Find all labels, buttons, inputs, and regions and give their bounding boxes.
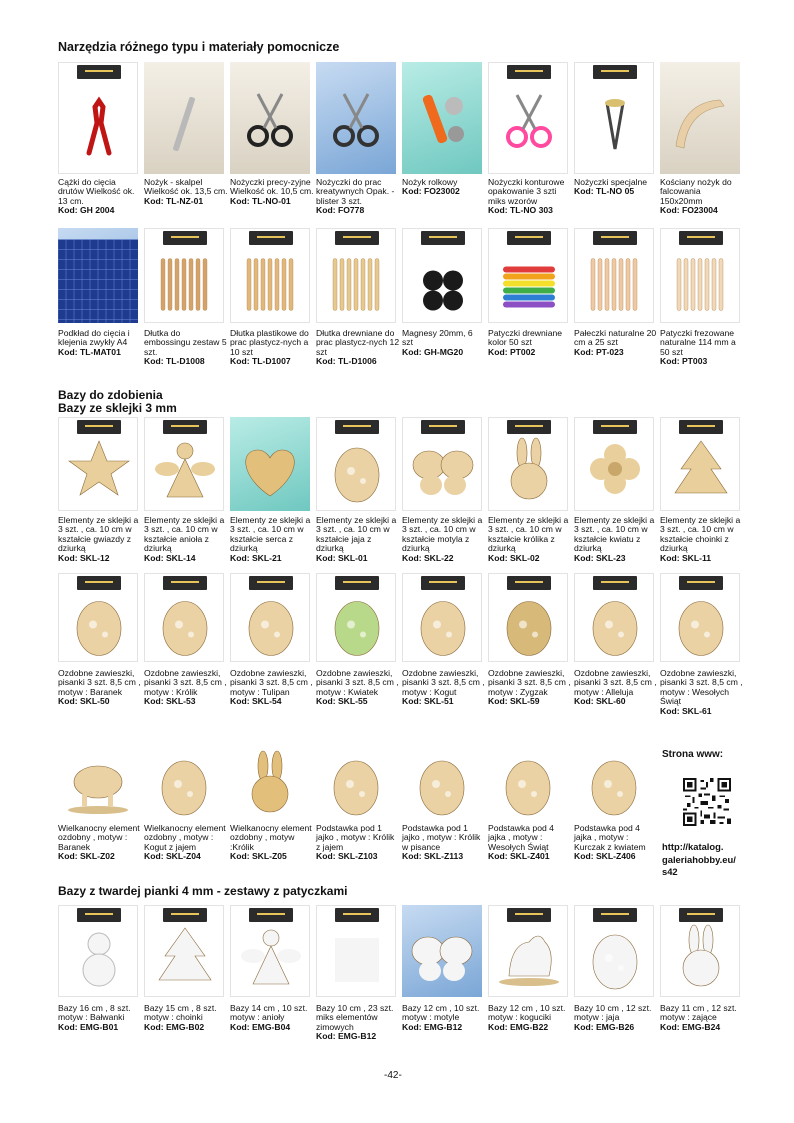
product-name: Kościany nożyk do falcowania 150x20mm	[660, 177, 732, 206]
product-caption	[144, 824, 228, 862]
egg-stand-rabbit-icon	[316, 735, 396, 821]
product-name: Ozdobne zawieszki, pisanki 3 szt. 8,5 cm , motyw : Kogut	[402, 668, 485, 697]
product-name: Podstawka pod 4 jajka , motyw : Kurczak z kwiatem	[574, 823, 646, 852]
product-name: Ozdobne zawieszki, pisanki 3 szt. 8,5 cm , motyw : Alleluja	[574, 668, 657, 697]
product-caption	[660, 516, 744, 563]
product-code: Kod: EMG-B24	[660, 1021, 721, 1032]
package-header-card	[679, 420, 723, 434]
package-header-card	[679, 908, 723, 922]
product-image	[488, 62, 568, 174]
product-name: Ozdobne zawieszki, pisanki 3 szt. 8,5 cm , motyw : Wesołych Świąt	[660, 668, 743, 707]
product-image	[316, 228, 396, 323]
egg-stand-icon	[402, 735, 482, 821]
product-image	[402, 62, 482, 174]
section-heading-foam: Bazy z twardej pianki 4 mm - zestawy z patyczkami	[58, 884, 348, 898]
product-code: Kod: SKL-54	[230, 696, 282, 707]
product-name: Bazy 12 cm , 10 szt. motyw : koguciki	[488, 1003, 566, 1023]
product-name: Podstawka pod 1 jajko , motyw : Królik w pisance	[402, 823, 481, 852]
product-caption	[660, 1004, 744, 1032]
product-image	[574, 62, 654, 174]
package-header-card	[77, 576, 121, 590]
product-code: Kod: SKL-Z02	[58, 851, 115, 862]
egg-stand-chick-icon	[574, 735, 654, 821]
product-image	[488, 228, 568, 323]
product-name: Podstawka pod 4 jajka , motyw : Wesołych Świąt	[488, 823, 554, 852]
product-name: Ozdobne zawieszki, pisanki 3 szt. 8,5 cm , motyw : Baranek	[58, 668, 141, 697]
product-name: Elementy ze sklejki a 3 szt. , ca. 10 cm w kształcie choinki z dziurką	[660, 515, 741, 554]
product-caption	[574, 669, 658, 707]
product-caption	[58, 824, 142, 862]
product-image	[58, 62, 138, 174]
product-image	[316, 417, 396, 511]
product-name: Wielkanocny element ozdobny , motyw :Królik	[230, 823, 312, 852]
product-image	[316, 573, 396, 662]
product-caption	[58, 1004, 142, 1032]
package-header-card	[507, 65, 551, 79]
product-caption	[660, 669, 744, 716]
package-header-card	[77, 420, 121, 434]
product-code: Kod: TL-NO-01	[230, 195, 291, 206]
scalpel-icon	[144, 62, 224, 174]
product-name: Bazy 14 cm , 10 szt. motyw : anioły	[230, 1003, 308, 1023]
product-image	[488, 735, 568, 821]
product-code: Kod: SKL-55	[316, 696, 368, 707]
product-caption	[488, 178, 572, 216]
product-name: Pałeczki naturalne 20 cm a 25 szt	[574, 328, 657, 348]
page-number: -42-	[384, 1070, 402, 1081]
product-code: Kod: FO23002	[402, 186, 460, 197]
package-header-card	[249, 231, 293, 245]
product-code: Kod: SKL-23	[574, 552, 626, 563]
product-caption	[488, 516, 572, 563]
product-code: Kod: PT-023	[574, 346, 624, 357]
package-header-card	[421, 576, 465, 590]
product-name: Ozdobne zawieszki, pisanki 3 szt. 8,5 cm , motyw : Zygzak	[488, 668, 571, 697]
product-image	[144, 735, 224, 821]
product-code: Kod: EMG-B01	[58, 1021, 119, 1032]
thread-snips-icon	[575, 63, 654, 174]
package-header-card	[77, 65, 121, 79]
product-code: Kod: PT003	[660, 356, 708, 367]
product-caption	[144, 669, 228, 707]
product-name: Ozdobne zawieszki, pisanki 3 szt. 8,5 cm , motyw : Królik	[144, 668, 227, 697]
product-name: Elementy ze sklejki a 3 szt. , ca. 10 cm w kształcie anioła z dziurką	[144, 515, 225, 554]
product-image	[660, 573, 740, 662]
product-image	[58, 228, 138, 323]
package-header-card	[163, 420, 207, 434]
product-caption	[58, 669, 142, 707]
website-url-link[interactable]: http://katalog. galeriahobby.eu/ s42	[662, 841, 736, 878]
product-code: Kod: SKL-Z04	[144, 851, 201, 862]
product-name: Nożyczki do prac kreatywnych Opak. - blister 3 szt.	[316, 177, 395, 206]
product-name: Dłutka plastikowe do prac plastycz-nych a 10 szt	[230, 328, 309, 357]
product-image	[316, 735, 396, 821]
package-header-card	[163, 908, 207, 922]
product-code: Kod: SKL-Z113	[402, 851, 464, 862]
product-code: Kod: FO778	[316, 205, 365, 216]
product-image	[488, 573, 568, 662]
product-code: Kod: SKL-11	[660, 552, 712, 563]
product-name: Dłutka do embossingu zestaw 5 szt.	[144, 328, 227, 357]
rooster-egg-icon	[144, 735, 224, 821]
product-caption	[144, 329, 228, 367]
product-code: Kod: TL-MAT01	[58, 346, 121, 357]
product-code: Kod: TL-NO 05	[574, 186, 635, 197]
product-code: Kod: SKL-21	[230, 552, 282, 563]
product-code: Kod: PT002	[488, 346, 536, 357]
product-image	[230, 735, 310, 821]
product-caption	[574, 824, 658, 862]
product-code: Kod: EMG-B04	[230, 1021, 291, 1032]
product-name: Elementy ze sklejki a 3 szt. , ca. 10 cm w kształcie kwiatu z dziurką	[574, 515, 655, 554]
product-code: Kod: SKL-51	[402, 696, 454, 707]
product-image	[402, 417, 482, 511]
butterfly-foam-icon	[402, 905, 482, 997]
product-code: Kod: SKL-59	[488, 696, 540, 707]
website-label: Strona www:	[662, 749, 724, 760]
heart-icon	[230, 417, 310, 511]
package-header-card	[507, 908, 551, 922]
bone-folder-icon	[660, 62, 740, 174]
product-caption	[230, 516, 314, 563]
product-name: Cążki do cięcia drutów Wielkość ok. 13 cm.	[58, 177, 135, 206]
product-code: Kod: SKL-01	[316, 552, 368, 563]
product-code: Kod: SKL-53	[144, 696, 196, 707]
product-caption	[402, 178, 486, 197]
product-image	[230, 228, 310, 323]
product-code: Kod: SKL-60	[574, 696, 626, 707]
product-name: Nożyczki precy-zyjne Wielkość ok. 10,5 cm.	[230, 177, 314, 197]
product-code: Kod: SKL-61	[660, 705, 712, 716]
package-header-card	[679, 576, 723, 590]
product-name: Bazy 10 cm , 12 szt. motyw : jaja	[574, 1003, 652, 1023]
scissors-icon	[230, 62, 310, 174]
product-caption	[316, 178, 400, 216]
product-code: Kod: SKL-14	[144, 552, 196, 563]
product-image	[144, 62, 224, 174]
product-caption	[144, 516, 228, 563]
product-name: Nożyk rolkowy	[402, 177, 458, 187]
product-code: Kod: EMG-B12	[402, 1021, 463, 1032]
product-name: Nożyk - skalpel Wielkość ok. 13,5 cm.	[144, 177, 228, 197]
product-name: Ozdobne zawieszki, pisanki 3 szt. 8,5 cm , motyw : Kwiatek	[316, 668, 399, 697]
product-name: Wielkanocny element ozdobny , motyw : Kogut z jajem	[144, 823, 226, 852]
product-code: Kod: TL-D1007	[230, 356, 291, 367]
product-image	[488, 905, 568, 997]
product-name: Bazy 11 cm , 12 szt. motyw : zające	[660, 1003, 737, 1023]
pliers-icon	[59, 63, 138, 174]
product-caption	[316, 1004, 400, 1042]
product-code: Kod: SKL-Z103	[316, 851, 378, 862]
product-name: Podkład do cięcia i klejenia zwykły A4	[58, 328, 130, 348]
package-header-card	[421, 231, 465, 245]
product-caption	[316, 669, 400, 707]
product-image	[58, 417, 138, 511]
product-image	[660, 228, 740, 323]
package-header-card	[593, 231, 637, 245]
product-name: Bazy 12 cm , 10 szt. motyw : motyle	[402, 1003, 480, 1023]
product-caption	[660, 329, 744, 367]
product-caption	[574, 329, 658, 357]
product-code: Kod: FO23004	[660, 205, 718, 216]
package-header-card	[507, 231, 551, 245]
package-header-card	[163, 576, 207, 590]
product-code: Kod: GH-MG20	[402, 346, 464, 357]
product-caption	[402, 824, 486, 862]
product-code: Kod: EMG-B26	[574, 1021, 635, 1032]
product-image	[316, 905, 396, 997]
product-code: Kod: SKL-12	[58, 552, 110, 563]
product-name: Bazy 16 cm , 8 szt. motyw : Bałwanki	[58, 1003, 131, 1023]
product-caption	[402, 329, 486, 357]
product-image	[144, 905, 224, 997]
rabbit-icon	[230, 735, 310, 821]
product-image	[58, 573, 138, 662]
product-code: Kod: GH 2004	[58, 205, 115, 216]
section-heading-tools: Narzędzia różnego typu i materiały pomocnicze	[58, 40, 340, 54]
package-header-card	[249, 576, 293, 590]
product-image	[144, 417, 224, 511]
product-image	[144, 228, 224, 323]
product-caption	[144, 1004, 228, 1032]
product-name: Bazy 15 cm , 8 szt. motyw : choinki	[144, 1003, 217, 1023]
product-name: Ozdobne zawieszki, pisanki 3 szt. 8,5 cm , motyw : Tulipan	[230, 668, 313, 697]
product-caption	[230, 824, 314, 862]
product-code: Kod: SKL-02	[488, 552, 540, 563]
product-code: Kod: SKL-Z05	[230, 851, 287, 862]
product-image	[402, 905, 482, 997]
product-name: Elementy ze sklejki a 3 szt. , ca. 10 cm w kształcie motyla z dziurką	[402, 515, 483, 554]
product-name: Elementy ze sklejki a 3 szt. , ca. 10 cm w kształcie serca z dziurką	[230, 515, 311, 554]
product-code: Kod: SKL-22	[402, 552, 454, 563]
product-code: Kod: TL-NZ-01	[144, 195, 204, 206]
package-header-card	[77, 908, 121, 922]
package-header-card	[335, 576, 379, 590]
product-name: Elementy ze sklejki a 3 szt. , ca. 10 cm w kształcie jaja z dziurką	[316, 515, 397, 554]
product-image	[144, 573, 224, 662]
product-caption	[660, 178, 744, 216]
product-name: Podstawka pod 1 jajko , motyw : Królik z jajem	[316, 823, 395, 852]
product-image	[402, 735, 482, 821]
product-image	[574, 905, 654, 997]
product-code: Kod: TL-D1008	[144, 356, 205, 367]
product-image	[230, 573, 310, 662]
product-image	[316, 62, 396, 174]
product-name: Magnesy 20mm, 6 szt	[402, 328, 473, 348]
product-caption	[144, 178, 228, 206]
product-name: Wielkanocny element ozdobny , motyw : Baranek	[58, 823, 140, 852]
product-caption	[574, 516, 658, 563]
product-caption	[316, 824, 400, 862]
package-header-card	[421, 420, 465, 434]
product-caption	[58, 178, 142, 216]
product-caption	[316, 516, 400, 563]
product-name: Patyczki drewniane kolor 50 szt	[488, 328, 563, 348]
product-image	[230, 417, 310, 511]
lamb-icon	[58, 735, 138, 821]
product-image	[660, 62, 740, 174]
subheading-plywood: Bazy ze sklejki 3 mm	[58, 401, 177, 415]
product-image	[402, 228, 482, 323]
scissors-set-icon	[316, 62, 396, 174]
product-name: Dłutka drewniane do prac plastycz-nych 12 szt	[316, 328, 400, 357]
package-header-card	[335, 908, 379, 922]
product-image	[488, 417, 568, 511]
product-name: Nożyczki konturowe opakowanie 3 szti miks wzorów	[488, 177, 565, 206]
product-caption	[488, 669, 572, 707]
product-image	[574, 735, 654, 821]
product-image	[574, 228, 654, 323]
product-caption	[230, 178, 314, 206]
cutting-mat-icon	[58, 228, 138, 323]
product-caption	[58, 329, 142, 357]
product-image	[58, 735, 138, 821]
product-code: Kod: TL-NO 303	[488, 205, 553, 216]
product-code: Kod: EMG-B02	[144, 1021, 205, 1032]
package-header-card	[593, 576, 637, 590]
product-caption	[316, 329, 400, 367]
package-header-card	[679, 231, 723, 245]
product-code: Kod: EMG-B22	[488, 1021, 549, 1032]
product-image	[574, 573, 654, 662]
product-code: Kod: TL-D1006	[316, 356, 377, 367]
product-image	[230, 62, 310, 174]
product-code: Kod: SKL-Z406	[574, 851, 636, 862]
product-image	[402, 573, 482, 662]
product-caption	[488, 329, 572, 357]
package-header-card	[335, 420, 379, 434]
package-header-card	[593, 65, 637, 79]
product-caption	[488, 824, 572, 862]
product-code: Kod: EMG-B12	[316, 1031, 377, 1042]
product-name: Bazy 10 cm , 23 szt. miks elementów zimowych	[316, 1003, 394, 1032]
product-image	[660, 417, 740, 511]
product-caption	[230, 329, 314, 367]
product-image	[660, 905, 740, 997]
section-heading-bases: Bazy do zdobienia	[58, 388, 163, 402]
product-name: Patyczki frezowane naturalne 114 mm a 50 szt	[660, 328, 736, 357]
product-caption	[574, 178, 658, 197]
product-name: Elementy ze sklejki a 3 szt. , ca. 10 cm w kształcie królika z dziurką	[488, 515, 569, 554]
product-name: Elementy ze sklejki a 3 szt. , ca. 10 cm w kształcie gwiazdy z dziurką	[58, 515, 139, 554]
package-header-card	[507, 576, 551, 590]
egg-stand-4-icon	[488, 735, 568, 821]
product-caption	[574, 1004, 658, 1032]
product-name: Nożyczki specjalne	[574, 177, 648, 187]
product-caption	[230, 1004, 314, 1032]
product-caption	[488, 1004, 572, 1032]
product-caption	[58, 516, 142, 563]
package-header-card	[335, 231, 379, 245]
product-image	[230, 905, 310, 997]
product-caption	[402, 669, 486, 707]
product-caption	[230, 669, 314, 707]
qr-code-icon	[683, 778, 731, 826]
product-image	[58, 905, 138, 997]
product-caption	[402, 1004, 486, 1032]
package-header-card	[593, 420, 637, 434]
package-header-card	[593, 908, 637, 922]
product-image	[574, 417, 654, 511]
package-header-card	[249, 908, 293, 922]
product-code: Kod: SKL-Z401	[488, 851, 550, 862]
package-header-card	[163, 231, 207, 245]
rotary-cutter-icon	[402, 62, 482, 174]
craft-scissors-icon	[489, 63, 568, 174]
product-code: Kod: SKL-50	[58, 696, 110, 707]
package-header-card	[507, 420, 551, 434]
product-caption	[402, 516, 486, 563]
